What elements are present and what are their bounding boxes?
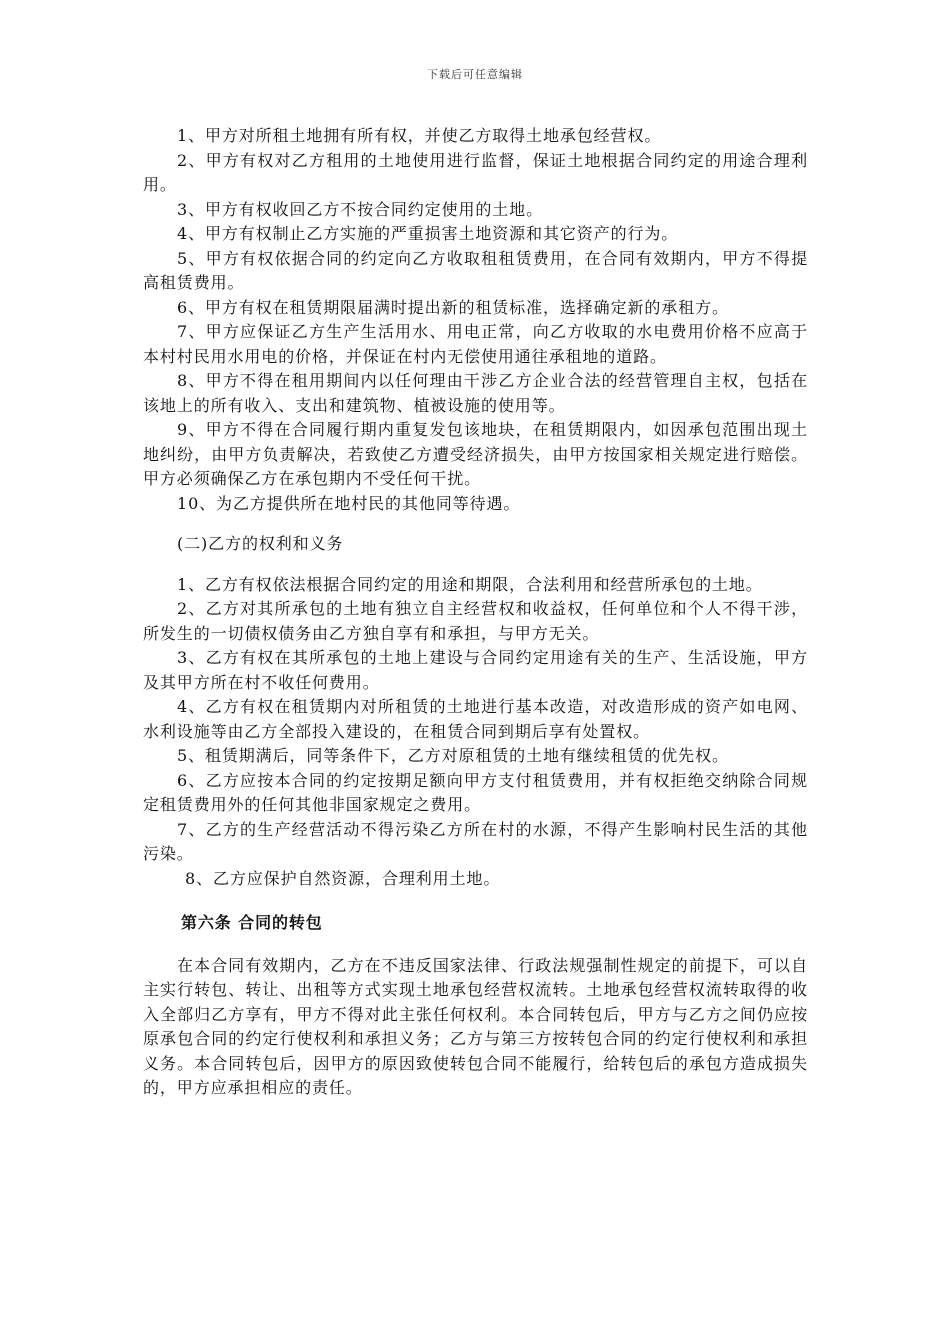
- party-a-item-4: 4、甲方有权制止乙方实施的严重损害土地资源和其它资产的行为。: [177, 224, 679, 243]
- party-b-item-1: 1、乙方有权依法根据合同约定的用途和期限，合法利用和经营所承包的土地。: [177, 574, 763, 594]
- party-a-item-1: 1、甲方对所租土地拥有所有权，并使乙方取得土地承包经营权。: [177, 126, 662, 145]
- header-note: 下载后可任意编辑: [427, 68, 523, 81]
- party-a-item-3: 3、甲方有权收回乙方不按合同约定使用的土地。: [177, 199, 543, 219]
- section-6-heading: 第六条 合同的转包: [181, 913, 323, 932]
- party-b-item-4: 4、乙方有权在租赁期内对所租赁的土地进行基本改造，对改造形成的资产如电网、水利设施等由乙方全部投入建设的，在租赁合同到期后享有处置权。: [143, 697, 808, 741]
- party-a-item-9: 9、甲方不得在合同履行期内重复发包该地块，在租赁期限内，如因承包范围出现土地纠纷，由甲方负责解决，若致使乙方遭受经济损失，由甲方按国家相关规定进行赔偿。甲方必须确保乙方在承包期内不受任何干扰。: [143, 420, 808, 488]
- party-b-item-8: 8、乙方应保护自然资源，合理利用土地。: [185, 868, 501, 888]
- document-body: [143, 124, 808, 1101]
- party-b-item-5: 5、租赁期满后，同等条件下，乙方对原租赁的土地有继续租赁的优先权。: [177, 746, 729, 765]
- party-a-item-2: 2、甲方有权对乙方租用的土地使用进行监督，保证土地根据合同约定的用途合理利用。: [143, 150, 808, 194]
- party-a-item-5: 5、甲方有权依据合同的约定向乙方收取租租赁费用，在合同有效期内，甲方不得提高租赁费用。: [143, 248, 808, 292]
- party-b-item-3: 3、乙方有权在其所承包的土地上建设与合同约定用途有关的生产、生活设施，甲方及其甲方所在村不收任何费用。: [143, 648, 808, 692]
- party-b-heading: (二)乙方的权利和义务: [177, 534, 344, 553]
- party-b-item-6: 6、乙方应按本合同的约定按期足额向甲方支付租赁费用，并有权拒绝交纳除合同规定租赁费用外的任何其他非国家规定之费用。: [143, 770, 808, 814]
- party-a-item-7: 7、甲方应保证乙方生产生活用水、用电正常，向乙方收取的水电费用价格不应高于本村村民用水用电的价格，并保证在村内无偿使用通往承租地的道路。: [143, 322, 808, 366]
- party-a-item-6: 6、甲方有权在租赁期限届满时提出新的租赁标准，选择确定新的承租方。: [177, 297, 729, 317]
- party-b-item-2: 2、乙方对其所承包的土地有独立自主经营权和收益权，任何单位和个人不得干涉，所发生的一切债权债务由乙方独自享有和承担，与甲方无关。: [143, 599, 808, 643]
- party-b-item-7: 7、乙方的生产经营活动不得污染乙方所在村的水源，不得产生影响村民生活的其他污染。: [143, 819, 808, 863]
- party-a-item-8: 8、甲方不得在租用期间内以任何理由干涉乙方企业合法的经营管理自主权，包括在该地上的所有收入、支出和建筑物、植被设施的使用等。: [143, 371, 808, 415]
- party-a-item-10: 10、为乙方提供所在地村民的其他同等待遇。: [177, 493, 521, 513]
- section-6-body: 在本合同有效期内，乙方在不违反国家法律、行政法规强制性规定的前提下，可以自主实行转包、转让、出租等方式实现土地承包经营权流转。土地承包经营权流转取得的收入全部归乙方享有，甲方不得对此主张任何权利。本合同转包后，甲方与乙方之间仍应按原承包合同的约定行使权利和承担义务；乙方与第三方按转包合同的约定行使权利和承担义务。本合同转包后，因甲方的原因致使转包合同不能履行，给转包后的承包方造成损失的，甲方应承担相应的责任。: [143, 955, 808, 1097]
